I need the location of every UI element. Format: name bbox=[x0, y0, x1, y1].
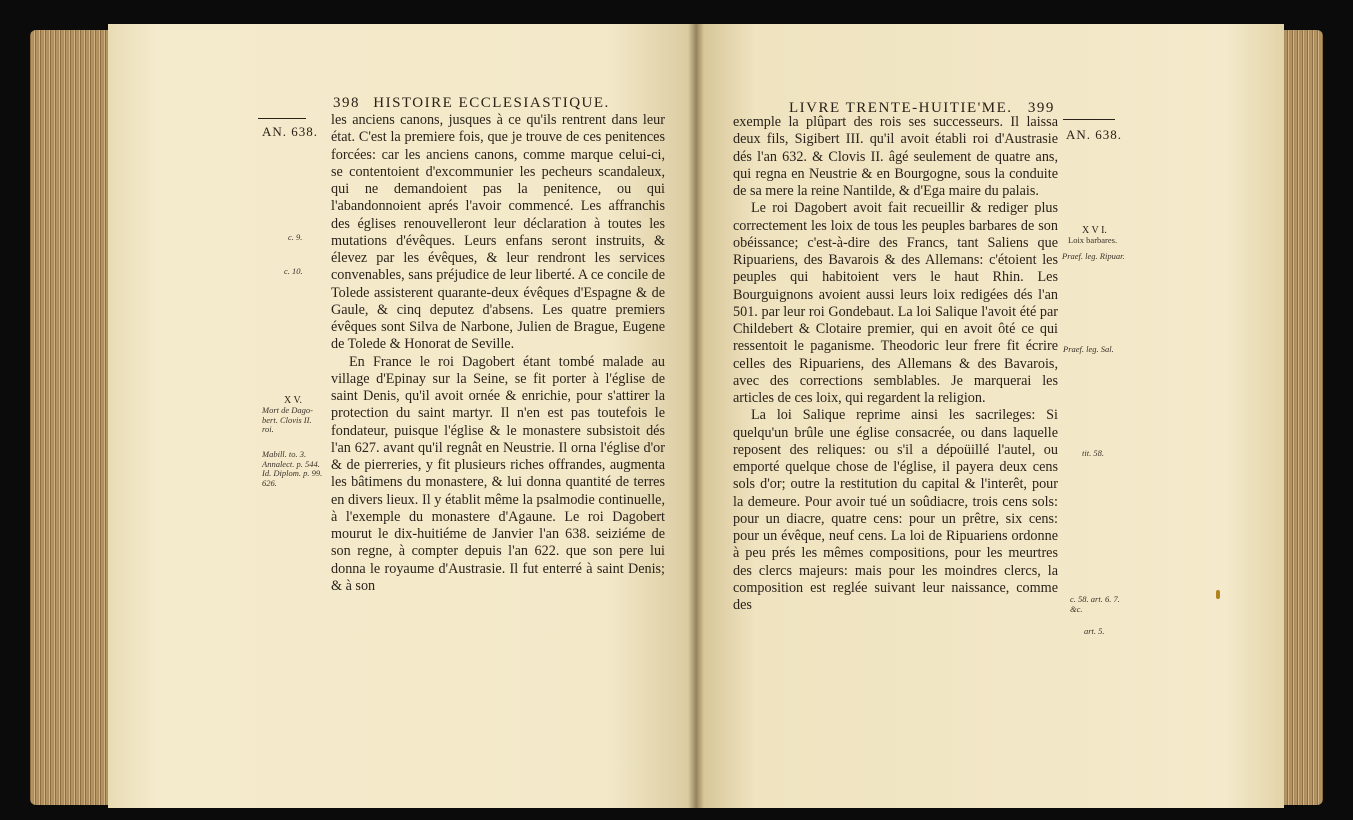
left-margin-note-1: c. 9. bbox=[288, 232, 303, 242]
right-paragraph-1: exemple la plûpart des rois ses successeurs. Il laissa deux fils, Sigibert III. qu'il avoit établi roi d'Austrasie dés l'an 632. & Clovis II. âgé seulement de quatre ans, qui regna en Neustrie & en Bourgogne, sous la conduite de sa mere la reine Nantilde, & d'Ega maire du palais. bbox=[733, 114, 1058, 199]
right-margin-rule bbox=[1063, 119, 1115, 120]
book-gutter bbox=[688, 24, 704, 808]
left-paragraph-1: les anciens canons, jusques à ce qu'ils rentrent dans leur état. C'est la premiere fois, que je trouve de ces penitences forcées: car les anciens canons, comme marque celui-ci, se contentoient d'excommunier les pecheurs scandaleux, qui ne demandoient pas la penitence, ou qui l'abandonnoient aprés l'avoir commencé. Les affranchis des églises renouvelleront leur déclaration à toutes les mutations d'évêques. Leurs enfans seront instruits, & élevez par les évêques, & leur rendront les services convenables, sans préjudice de leur liberté. A ce concile de Tolede assisterent quarante-deux évêques d'Espagne & de Gaule, & cinq deputez d'absens. Les quatre premiers évêques sont Silva de Narbone, Julien de Brague, Eugene de Tolede & Honorat de Seville. bbox=[331, 112, 665, 353]
margin-note-line: Mabill. to. 3. bbox=[262, 449, 307, 459]
left-paragraph-2: En France le roi Dagobert étant tombé malade au village d'Epinay sur la Seine, se fit porter à l'église de saint Denis, qu'il avoit ornée & enrichie, pour s'attirer la protection du saint martyr. Il n'en est pas toutefois le fondateur, puisque l'église & le monastere subsistoit dés l'an 627. avant qu'il regnât en Neustrie. Il orna l'église d'or & de pierreries, y fit plusieurs riches offrandes, augmenta les bâtimens du monastere, & lui donna quantité de terres en divers lieux. Il y établit même la psalmodie continuelle, à l'exemple du monastere d'Agaune. Le roi Dagobert mourut le dix-huitiéme de Janvier l'an 638. seiziéme de son regne, à compter depuis l'an 622. que son pere lui donna le royaume d'Austrasie. Il fut enterré à saint Denis; & à son bbox=[331, 353, 665, 594]
left-margin-note-3 bbox=[262, 395, 313, 435]
left-margin-rule bbox=[258, 118, 306, 119]
margin-note-line: bert. Clovis II. bbox=[262, 414, 312, 425]
right-year-label: AN. 638. bbox=[1066, 127, 1123, 142]
right-paragraph-2: Le roi Dagobert avoit fait recueillir & rediger plus correctement les loix de tous les peuples barbares de son obéissance; c'est-à-dire des Francs, tant Saliens que Ripuariens, des Bavarois & des Allemans: c'étoient les peuples qui habitoient vers le haut Rhin. Les Bourguignons avoient aussi leurs loix redigées dés l'an 501. par leur roi Gondebaut. La loi Salique l'avoit été par Childebert & Clotaire premier, qui en avoit ôté ce qui ressentoit le paganisme. Theodoric leur frere fit écrire celles des Ripuariens, des Allemans & des Bavarois, avec des corrections semblables. Je marquerai les articles de ces loix, qui regardent la religion. bbox=[733, 200, 1058, 406]
left-body-text bbox=[331, 112, 665, 595]
right-running-title: LIVRE TRENTE-HUITIE'ME. bbox=[789, 100, 1013, 116]
margin-note-line: Mort de Dago- bbox=[262, 405, 313, 415]
margin-section-number: X V. bbox=[284, 395, 302, 406]
left-margin-note-2: c. 10. bbox=[284, 266, 303, 276]
right-margin-note-2: Praef. leg. Ripuar. bbox=[1062, 251, 1125, 261]
left-margin-note-4 bbox=[262, 450, 322, 488]
right-margin-note-4: tit. 58. bbox=[1082, 448, 1104, 458]
margin-note-line: roi. bbox=[262, 424, 274, 434]
margin-note-line: &c. bbox=[1070, 603, 1083, 614]
margin-note-line: 626. bbox=[262, 477, 277, 488]
right-margin-note-6: art. 5. bbox=[1084, 626, 1105, 636]
margin-note-line: Annalect. p. 544. bbox=[262, 458, 320, 469]
margin-note-line: Loix barbares. bbox=[1068, 235, 1118, 245]
right-page-number: 399 bbox=[1027, 100, 1055, 116]
right-margin-note-5 bbox=[1070, 595, 1120, 614]
margin-section-number: X V I. bbox=[1082, 225, 1107, 236]
left-page-number: 398 bbox=[333, 95, 360, 111]
left-year-label: AN. 638. bbox=[262, 124, 319, 139]
margin-note-line: c. 58. art. 6. 7. bbox=[1070, 594, 1120, 604]
left-page-header bbox=[333, 95, 610, 112]
ink-mark bbox=[1216, 590, 1220, 599]
right-paragraph-3: La loi Salique reprime ainsi les sacrileges: Si quelqu'un brûle une église consacrée, ou dans laquelle reposent des reliques: ou s'il a dépoüillé l'autel, ou emporté quelque chose de l'église, il payera deux cens sols d'or; outre la restitution du capital & l'interêt, pour la demeure. Pour avoir tué un soûdiacre, trois cens sols: pour un diacre, quatre cens: pour un prêtre, six cens: pour un évêque, neuf cens. La loi de Ripuariens ordonne à peu prés les mêmes compositions, pour les meurtres des clercs majeurs: mais pour les moindres clercs, la composition est reglée suivant leur naissance, comme des bbox=[733, 407, 1058, 613]
right-margin-note-3: Praef. leg. Sal. bbox=[1063, 344, 1114, 354]
margin-note-line: Id. Diplom. p. 99. bbox=[262, 468, 323, 478]
right-margin-note-1 bbox=[1068, 225, 1117, 246]
right-body-text bbox=[733, 114, 1058, 614]
left-running-title: HISTOIRE ECCLESIASTIQUE. bbox=[373, 95, 610, 111]
